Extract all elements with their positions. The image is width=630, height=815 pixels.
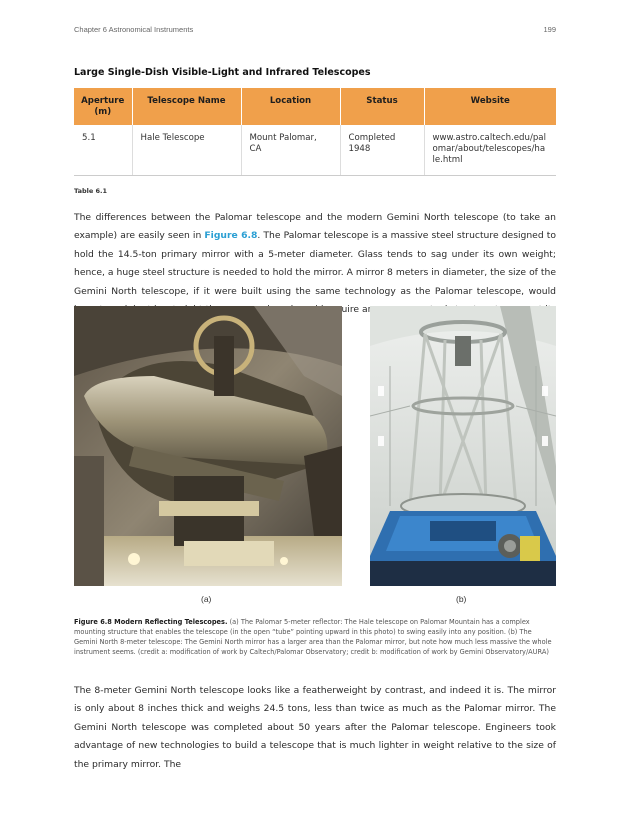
cell-name: Hale Telescope (132, 125, 241, 175)
cell-website[interactable] (424, 125, 556, 175)
column-header-status: Status (340, 88, 424, 125)
table-title: Large Single-Dish Visible-Light and Infrared Telescopes (74, 67, 371, 78)
website-link[interactable]: www.astro.caltech.edu/palomar/about/telescopes/hale.html (432, 133, 546, 165)
table-row (74, 125, 556, 175)
photo-palomar-telescope (74, 306, 342, 586)
table-header-row (74, 88, 556, 125)
subfigure-label-b: (b) (456, 594, 467, 604)
figure-caption (74, 617, 556, 657)
photo-gemini-telescope (370, 306, 556, 586)
figure-link[interactable]: Figure 6.8 (204, 230, 258, 242)
cell-status: Completed 1948 (340, 125, 424, 175)
page-number: 199 (543, 25, 556, 34)
telescope-table (74, 88, 556, 176)
column-header-name: Telescope Name (132, 88, 241, 125)
column-header-website: Website (424, 88, 556, 125)
running-header (74, 25, 556, 37)
column-header-location: Location (241, 88, 340, 125)
paragraph-1 (74, 209, 556, 319)
subfigure-label-a: (a) (201, 594, 212, 604)
table-label: Table 6.1 (74, 187, 108, 195)
paragraph-1-text-after: . The Palomar telescope is a massive steel structure designed to hold the 14.5-ton primary mirror with a 5-meter diameter. Glass tends to sag under its own weight; hence, a huge steel structure is needed to hold the mirror. A mirror 8 meters in diameter, the size of the Gemini North telescope, if it were built using the same technology as the Palomar telescope, would require an (74, 230, 556, 316)
chapter-title: Chapter 6 Astronomical Instruments (74, 25, 194, 34)
caption-text: (a) The Palomar 5-meter reflector: The Hale telescope on Palomar Mountain has a complex mounting structure that enables the telescope (in the open “tube” pointing upward in this photo) to swing easily into any position. (b) The Gemini North 8-meter telescope: The Gemini North mirror has a larger area than the Palomar mirror, but note how much less massive the whole instrument seems. (credit a: modification of work by Caltech/Palomar Observatory; credit b: modification of work by Gemini Observatory/AURA) (74, 618, 552, 656)
column-header-aperture: Aperture (m) (74, 88, 132, 125)
cell-location: Mount Palomar, CA (241, 125, 340, 175)
cell-aperture: 5.1 (74, 125, 132, 175)
paragraph-2: The 8-meter Gemini North telescope looks like a featherweight by contrast, and indeed it is. The mirror is only about 8 inches thick and weighs 24.5 tons, less than twice as much as the Palomar mirror. The Gemini North telescope was completed about 50 years after the Palomar telescope. Engineers took advantage of new technologies to build a telescope that is much lighter in weight relative to the size of the primary mirror. The (74, 685, 556, 770)
paragraph-1-text-before: The differences between the Palomar telescope and the modern Gemini North telescope (to take an example) are easily seen in (74, 212, 556, 242)
caption-title: Figure 6.8 Modern Reflecting Telescopes. (74, 618, 228, 626)
